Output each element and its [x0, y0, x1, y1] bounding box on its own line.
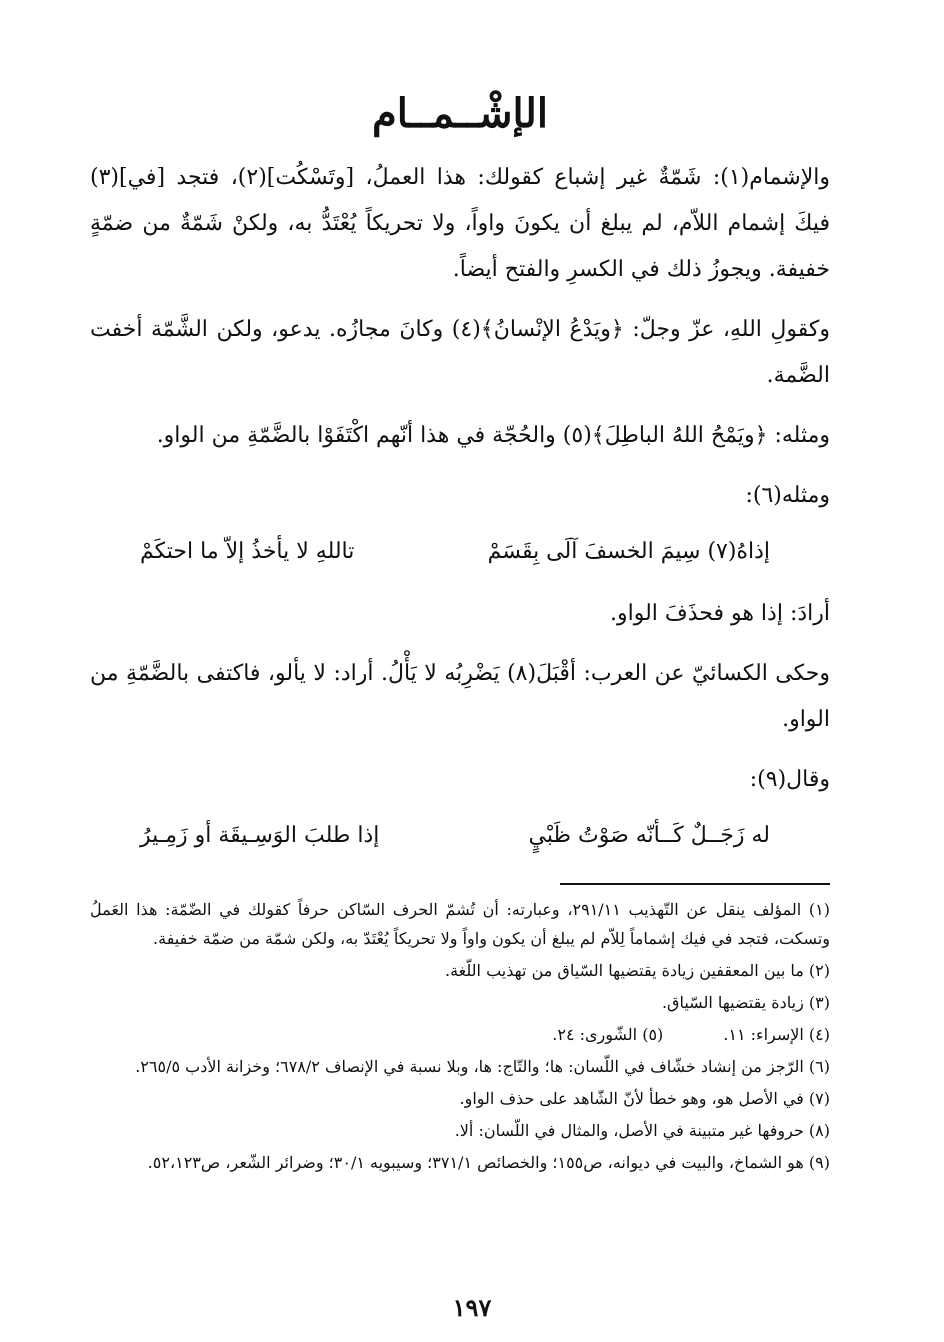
verse-2-second-hemistich: إذا طلبَ الوَسِـيقَة أو زَمِـيرُ: [140, 823, 380, 848]
page-number: ١٩٧: [452, 1293, 492, 1322]
footnote-6: (٦) الرّجز من إنشاد خشّاف في اللّسان: ها؛ والتّاج: ها، وبلا نسبة في الإنصاف ٦٧٨/٢؛ وخزانة الأدب ٢٦٥/٥.: [135, 1057, 830, 1076]
footnote-7: (٧) في الأصل هو، وهو خطأ لأنّ الشّاهد على حذف الواو.: [459, 1089, 830, 1108]
page-title: الإشْــمــام: [372, 90, 548, 137]
footnote-divider: [560, 883, 830, 885]
paragraph-verse-intro-1: ومثله(٦):: [745, 483, 830, 508]
poetry-verse-2: [140, 813, 770, 859]
footnote-3: (٣) زيادة يقتضيها السّياق.: [661, 993, 830, 1012]
footnote-4: (٤) الإسراء: ١١.: [723, 1025, 830, 1044]
verse-1-second-hemistich: تاللهِ لا يأخذُ إلاّ ما احتكَمْ: [140, 539, 355, 564]
footnote-5: (٥) الشّورى: ٢٤.: [552, 1025, 664, 1044]
book-page: [90, 60, 830, 1300]
paragraph-verse-intro-2: وقال(٩):: [749, 767, 830, 792]
paragraph-quran-example-2: ومثله: ﴿ويَمْحُ اللهُ الباطِلَ﴾(٥) والحُجّة في هذا أنّهم اكْتَفَوْا بالضَّمّةِ من الواو.: [156, 423, 830, 448]
footnote-8: (٨) حروفها غير متبينة في الأصل، والمثال في اللّسان: ألا.: [454, 1121, 830, 1140]
paragraph-quran-example-1: وكقولِ اللهِ، عزّ وجلّ: ﴿ويَدْعُ الإنْسانُ﴾(٤) وكانَ مجازُه. يدعو، ولكن الشَّمّة أخفت الضَّمة.: [90, 317, 831, 388]
poetry-verse-1: [140, 529, 770, 575]
footnote-1: (١) المؤلف ينقل عن التّهذيب ٢٩١/١١، وعبارته: أن تُشمّ الحرف السّاكن حرفاً كقولك في الضّمّة: هذا العَملُ وتسكت، فتجد في فيك إشماماً لِلاّم لم يبلغ أن يكون واواً ولا تحريكاً يُعْتَدّ به، ولكن شمّة من ضمّة خفيفة.: [90, 900, 830, 948]
footnote-4-5-row: [90, 1020, 830, 1049]
footnote-9: (٩) هو الشماخ، والبيت في ديوانه، ص١٥٥؛ والخصائص ٣٧١/١؛ وسيبويه ٣٠/١؛ وضرائر الشّعر، ص٥٢،١٢٣.: [147, 1153, 830, 1172]
footnote-2: (٢) ما بين المعقفين زيادة يقتضيها السّياق من تهذيب اللّغة.: [445, 961, 830, 980]
verse-2-first-hemistich: له زَجَــلٌ كَــأنّه صَوْتُ ظَبْيٍ: [528, 823, 770, 848]
paragraph-kisai-report: وحكى الكسائيّ عن العرب: أقْبَلَ(٨) يَضْرِبُه لا يَأْلُ. أراد: لا يألو، فاكتفى بالضَّمّةِ من الواو.: [90, 661, 831, 732]
paragraph-verse-explanation: أرادَ: إذا هو فحذَفَ الواو.: [610, 601, 830, 626]
verse-1-first-hemistich: إذاهُ(٧) سِيمَ الخسفَ آلَى بِقَسَمْ: [487, 539, 770, 564]
paragraph-ishmam-definition: والإشمام(١): شَمّةٌ غير إشباع كقولك: هذا العملُ، [وتَسْكُت](٢)، فتجد [في](٣) فيكَ إشمام اللاّم، لم يبلغ أن يكونَ واواً، ولا تحريكاً يُعْتَدُّ به، ولكنْ شَمّةٌ من ضمّةٍ خفيفة. ويجوزُ ذلك في الكسرِ والفتح أيضاً.: [90, 165, 830, 282]
